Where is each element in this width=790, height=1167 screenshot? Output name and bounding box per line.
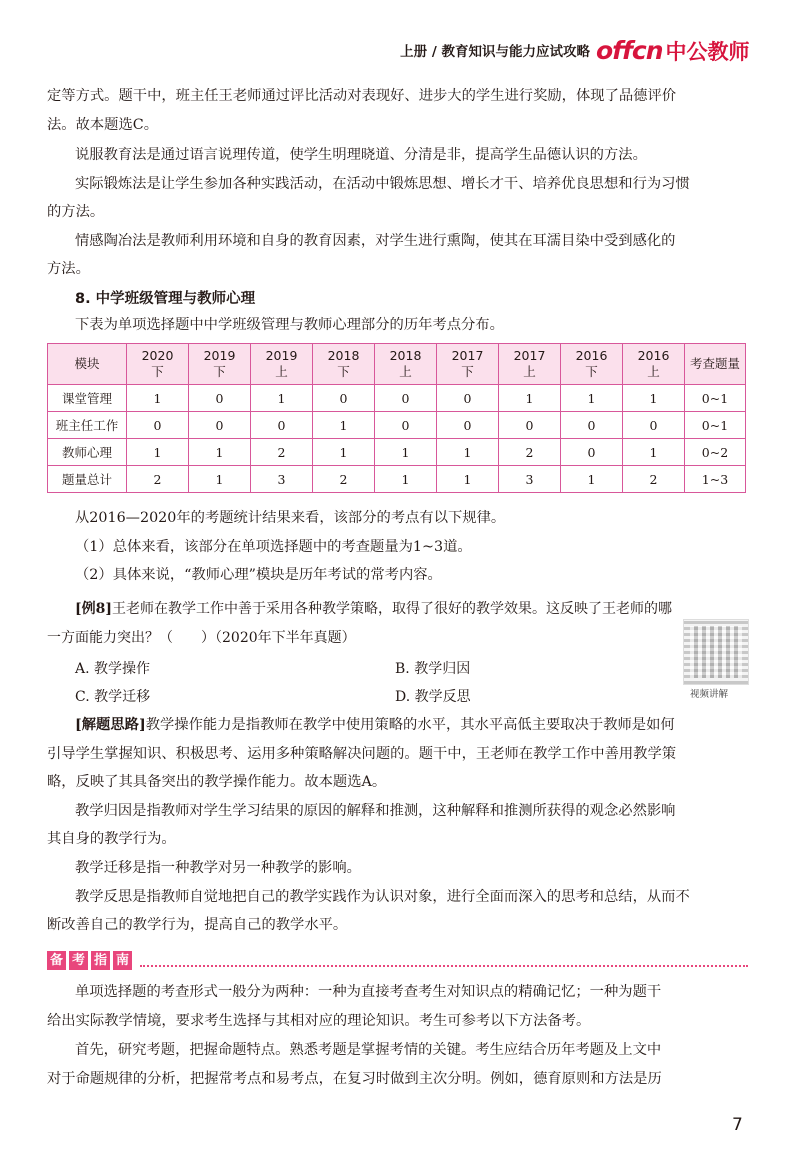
table-cell: 3 [251,466,313,493]
table-cell: 2 [127,466,189,493]
qr-label: 视频讲解 [690,689,729,700]
table-cell: 1 [623,385,685,412]
guide-char: 南 [113,951,132,970]
paragraph-line: 法。故本题选C。 [47,117,159,133]
logo-en: offcn [596,36,663,65]
dotted-divider [140,965,748,967]
table-cell: 1 [313,439,375,466]
table-cell: 0 [561,412,623,439]
table-cell: 1 [251,385,313,412]
page-number: 7 [732,1115,743,1135]
summary-line: 从2016—2020年的考题统计结果来看，该部分的考点有以下规律。 [75,510,506,526]
table-header-cell: 2016 下 [561,344,623,385]
table-header-cell: 2017 上 [499,344,561,385]
table-cell: 0 [313,385,375,412]
table-cell: 2 [251,439,313,466]
guide-char: 考 [69,951,88,970]
exam-distribution-table [47,343,746,493]
table-header-cell: 2018 上 [375,344,437,385]
table-cell: 1 [437,466,499,493]
paragraph-line: 实际锻炼法是让学生参加各种实践活动，在活动中锻炼思想、增长才干、培养优良思想和行为习惯 [75,176,690,192]
paragraph-line: 说服教育法是通过语言说理传道，使学生明理晓道、分清是非，提高学生品德认识的方法。 [75,147,647,163]
table-cell: 1 [437,439,499,466]
table-cell: 0 [189,385,251,412]
table-cell: 1~3 [685,466,746,493]
table-cell: 0 [499,412,561,439]
table-cell: 教师心理 [48,439,127,466]
paragraph-line: 定等方式。题干中，班主任王老师通过评比活动对表现好、进步大的学生进行奖励，体现了品德评价 [47,88,677,104]
table-cell: 0 [375,412,437,439]
section-lead: 下表为单项选择题中中学班级管理与教师心理部分的历年考点分布。 [75,317,504,333]
table-cell: 2 [313,466,375,493]
breadcrumb: 上册 / 教育知识与能力应试攻略 [400,44,590,60]
solution-line: 引导学生掌握知识、积极思考、运用多种策略解决问题的。题干中，王老师在教学工作中善用教学策 [47,746,677,762]
option-a: A. 教学操作 [75,661,151,677]
table-header-cell: 模块 [48,344,127,385]
table-header-cell: 2019 下 [189,344,251,385]
table-cell: 1 [313,412,375,439]
guide-line: 对于命题规律的分析，把握常考点和易考点，在复习时做到主次分明。例如，德育原则和方法是历 [47,1071,662,1087]
offcn-logo [596,36,750,64]
solution-line: 教学迁移是指一种教学对另一种教学的影响。 [75,860,361,876]
solution-line: 断改善自己的教学行为，提高自己的教学水平。 [47,917,348,933]
table-header-cell: 2016 上 [623,344,685,385]
table-cell: 班主任工作 [48,412,127,439]
table-cell: 课堂管理 [48,385,127,412]
summary-line: （1）总体来看，该部分在单项选择题中的考查题量为1~3道。 [75,539,472,555]
table-cell: 0 [623,412,685,439]
table-header-cell: 2017 下 [437,344,499,385]
table-cell: 0 [437,412,499,439]
table-cell: 3 [499,466,561,493]
guide-line: 首先，研究考题，把握命题特点。熟悉考题是掌握考情的关键。考生应结合历年考题及上文中 [75,1042,662,1058]
table-cell: 0~2 [685,439,746,466]
page-header [0,36,790,64]
table-cell: 1 [189,439,251,466]
logo-cn: 中公教师 [665,40,750,64]
table-cell: 0~1 [685,385,746,412]
guide-char: 指 [91,951,110,970]
table-row [48,385,746,412]
table-cell: 0 [437,385,499,412]
example-question-cont: 一方面能力突出？（ ）（2020年下半年真题） [47,630,356,646]
paragraph-line: 情感陶冶法是教师利用环境和自身的教育因素，对学生进行熏陶，使其在耳濡目染中受到感化的 [75,233,676,249]
table-cell: 1 [127,439,189,466]
solution-line: 略，反映了其具备突出的教学操作能力。故本题选A。 [47,774,387,790]
exam-guide-heading [47,949,135,971]
table-cell: 1 [127,385,189,412]
qr-code-icon[interactable] [683,619,749,685]
paragraph-line: 的方法。 [47,204,105,220]
summary-line: （2）具体来说，“教师心理”模块是历年考试的常考内容。 [75,567,442,583]
example-question: [例8]王老师在教学工作中善于采用各种教学策略，取得了很好的教学效果。这反映了王老师的哪 [75,601,672,617]
table-cell: 题量总计 [48,466,127,493]
table-cell: 1 [375,439,437,466]
table-cell: 0 [127,412,189,439]
guide-line: 单项选择题的考查形式一般分为两种：一种为直接考查考生对知识点的精确记忆；一种为题干 [75,984,662,1000]
paragraph-line: 方法。 [47,261,90,277]
table-header-cell: 2020 下 [127,344,189,385]
guide-char: 备 [47,951,66,970]
guide-line: 给出实际教学情境，要求考生选择与其相对应的理论知识。考生可参考以下方法备考。 [47,1013,591,1029]
table-cell: 0 [375,385,437,412]
table-header-cell: 考查题量 [685,344,746,385]
example-tag: [例8] [75,601,112,617]
table-cell: 0 [561,439,623,466]
table-row [48,439,746,466]
solution-line: 教学归因是指教师对学生学习结果的原因的解释和推测，这种解释和推测所获得的观念必然影响 [75,803,676,819]
table-header-cell: 2019 上 [251,344,313,385]
solution-line: [解题思路]教学操作能力是指教师在教学中使用策略的水平，其水平高低主要取决于教师是如何 [75,717,675,733]
solution-tag: [解题思路] [75,717,146,733]
table-cell: 1 [561,466,623,493]
table-cell: 0 [189,412,251,439]
option-c: C. 教学迁移 [75,689,151,705]
table-cell: 1 [561,385,623,412]
table-header-cell: 2018 下 [313,344,375,385]
table-row [48,466,746,493]
table-cell: 0 [251,412,313,439]
solution-line: 教学反思是指教师自觉地把自己的教学实践作为认识对象，进行全面而深入的思考和总结，从而不 [75,889,690,905]
table-row [48,412,746,439]
section-title: 8. 中学班级管理与教师心理 [75,291,256,307]
table-cell: 1 [375,466,437,493]
table-header-row [48,344,746,385]
table-cell: 2 [623,466,685,493]
table-cell: 0~1 [685,412,746,439]
solution-line: 其自身的教学行为。 [47,831,176,847]
table-cell: 1 [189,466,251,493]
table-cell: 2 [499,439,561,466]
table-cell: 1 [499,385,561,412]
option-b: B. 教学归因 [395,661,471,677]
option-d: D. 教学反思 [395,689,471,705]
table-cell: 1 [623,439,685,466]
